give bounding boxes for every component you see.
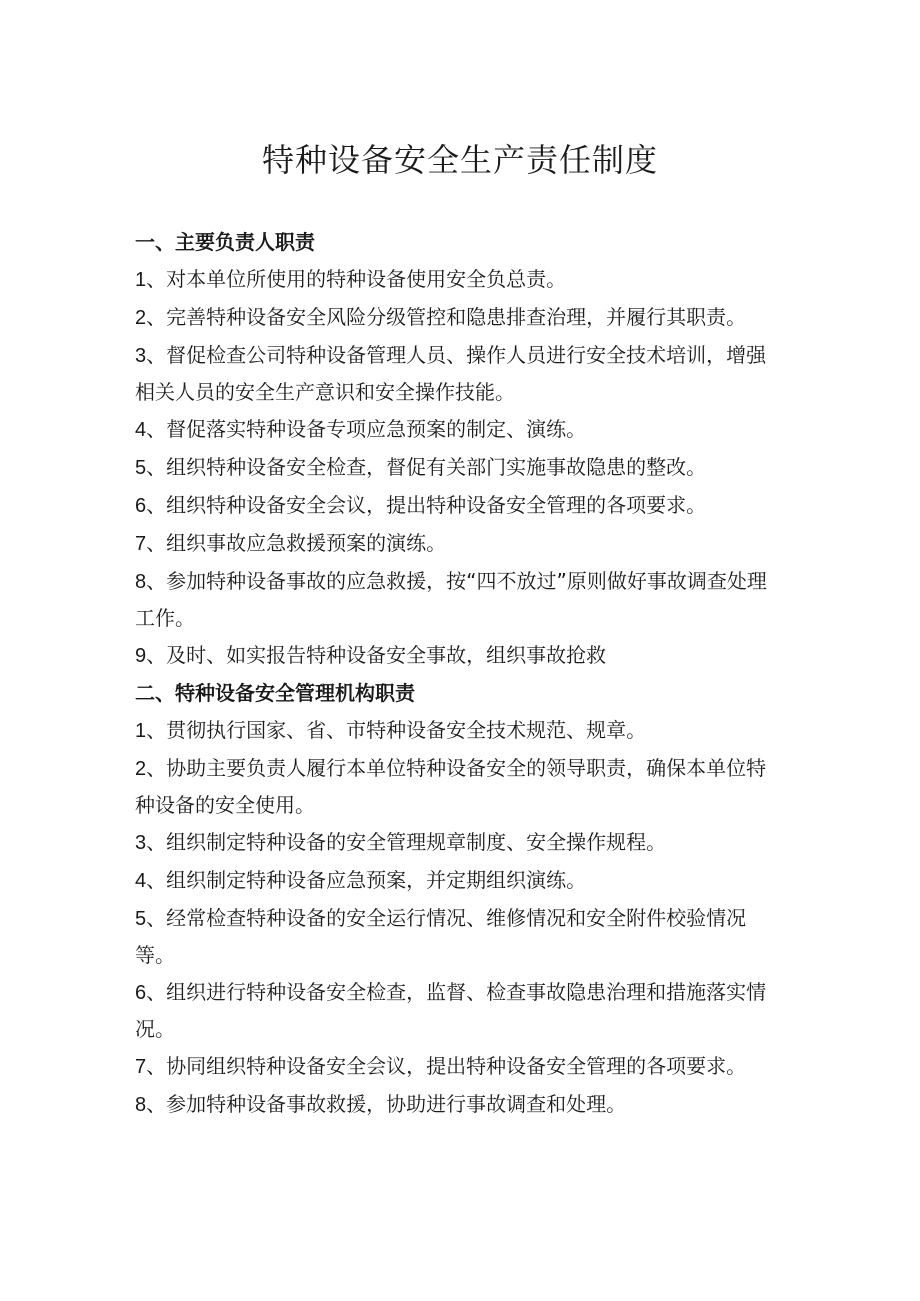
item-text: 、完善特种设备安全风险分级管控和隐患排查治理，并履行其职责。 [146,305,747,329]
list-item [135,337,780,410]
item-text: 、组织特种设备安全会议，提出特种设备安全管理的各项要求。 [146,493,707,517]
list-item [135,261,780,298]
item-text: 、协同组织特种设备安全会议，提出特种设备安全管理的各项要求。 [146,1054,747,1078]
list-item [135,824,780,861]
item-text: 、及时、如实报告特种设备安全事故，组织事故抢救 [146,643,607,667]
item-text: 、协助主要负责人履行本单位特种设备安全的领导职责，确保本单位特种设备的安全使用。 [135,756,767,817]
item-text: 、组织事故应急救援预案的演练。 [146,531,447,555]
item-text: 、参加特种设备事故的应急救援，按“四不放过”原则做好事故调查处理工作。 [135,569,767,630]
list-item [135,411,780,448]
item-number: 5 [135,457,147,479]
item-number: 4 [135,870,147,892]
list-item [135,637,780,674]
item-number: 1 [135,720,147,742]
list-item [135,1048,780,1085]
section-heading-1: 一、主要负责人职责 [135,230,315,254]
document-body [135,224,780,1124]
item-number: 3 [135,345,147,367]
item-number: 3 [135,832,147,854]
item-number: 2 [135,758,147,780]
item-text: 、督促检查公司特种设备管理人员、操作人员进行安全技术培训，增强相关人员的安全生产意识和安全操作技能。 [135,343,767,404]
item-number: 4 [135,419,147,441]
list-item [135,712,780,749]
item-number: 8 [135,571,147,593]
page-title: 特种设备安全生产责任制度 [261,141,658,179]
list-item [135,563,780,636]
section-heading-2: 二、特种设备安全管理机构职责 [135,681,415,705]
list-item [135,299,780,336]
list-item [135,900,780,973]
item-number: 7 [135,1056,147,1078]
item-text: 、督促落实特种设备专项应急预案的制定、演练。 [146,417,587,441]
item-number: 6 [135,495,147,517]
list-item [135,525,780,562]
item-number: 7 [135,533,147,555]
item-number: 9 [135,645,147,667]
item-text: 、贯彻执行国家、省、市特种设备安全技术规范、规章。 [146,718,647,742]
item-number: 6 [135,982,147,1004]
list-item [135,974,780,1047]
item-number: 1 [135,269,147,291]
item-text: 、对本单位所使用的特种设备使用安全负总责。 [146,267,567,291]
list-item [135,862,780,899]
item-text: 、参加特种设备事故救援，协助进行事故调查和处理。 [146,1092,627,1116]
list-item [135,750,780,823]
item-text: 、组织特种设备安全检查，督促有关部门实施事故隐患的整改。 [146,455,707,479]
item-text: 、组织进行特种设备安全检查，监督、检查事故隐患治理和措施落实情况。 [135,980,767,1041]
item-text: 、经常检查特种设备的安全运行情况、维修情况和安全附件校验情况等。 [135,906,747,967]
item-number: 5 [135,908,147,930]
list-item [135,487,780,524]
list-item [135,449,780,486]
list-item [135,1086,780,1123]
item-text: 、组织制定特种设备的安全管理规章制度、安全操作规程。 [146,830,667,854]
item-number: 8 [135,1094,147,1116]
item-number: 2 [135,307,147,329]
item-text: 、组织制定特种设备应急预案，并定期组织演练。 [146,868,587,892]
